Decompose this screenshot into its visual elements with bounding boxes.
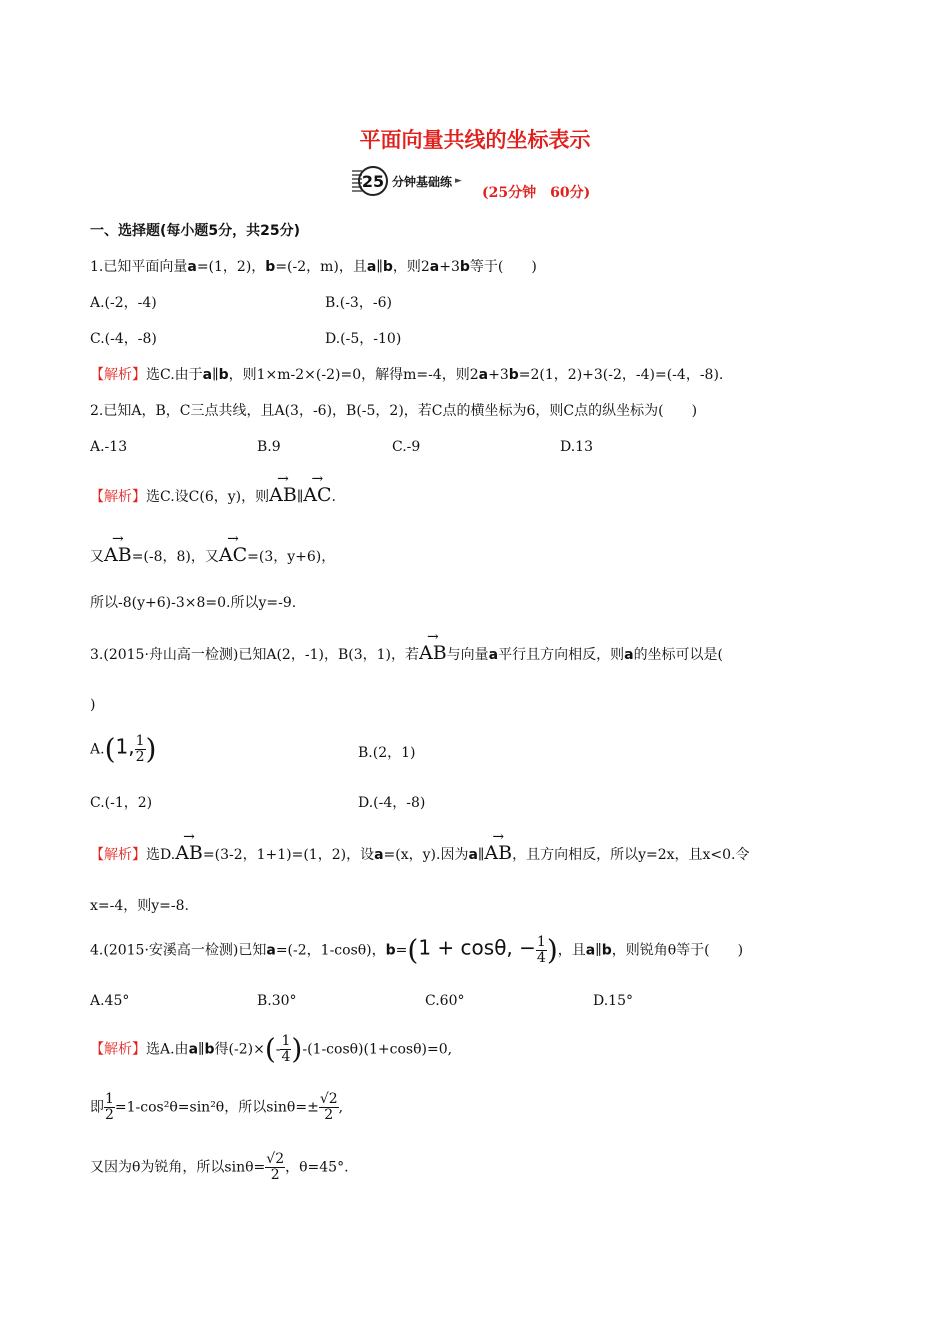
question-3-stem: 3.(2015·舟山高一检测)已知A(2，-1)，B(3，1)，若 → AB与向量a平行且方向相反，则a的坐标可以是( xyxy=(90,629,724,664)
question-3-option-c: C.(-1，2) xyxy=(90,795,153,811)
time-badge xyxy=(352,166,462,196)
analysis-tag: 【解析】 xyxy=(90,847,146,863)
question-2-stem: 2.已知A，B，C三点共线，且A(3，-6)，B(-5，2)，若C点的横坐标为6，则C点的纵坐标为( ) xyxy=(90,403,698,419)
badge-number: 25 xyxy=(358,166,388,196)
analysis-tag: 【解析】 xyxy=(90,489,146,505)
vector-ab: → AB xyxy=(269,471,297,506)
question-2-option-b: B.9 xyxy=(257,439,281,455)
question-2-option-d: D.13 xyxy=(560,439,593,455)
question-1-option-b: B.(-3，-6) xyxy=(325,295,392,311)
question-2-analysis-line-1: 【解析】选C.设C(6，y)，则 → AB∥ → AC. xyxy=(90,471,336,506)
question-3-option-d: D.(-4，-8) xyxy=(358,795,426,811)
vector-ab: → AB xyxy=(484,829,513,864)
question-1-option-c: C.(-4，-8) xyxy=(90,331,157,347)
question-4-option-d: D.15° xyxy=(593,993,633,1009)
question-2-option-a: A.-13 xyxy=(90,439,128,455)
question-4-stem: 4.(2015·安溪高一检测)已知a=(-2，1-cosθ)，b=(1 + cosθ, − $\frac{1}{4}$ )，且a∥b，则锐角θ等于( ) xyxy=(90,933,744,967)
time-score: (25分钟 60分) xyxy=(482,185,591,201)
question-2-option-c: C.-9 xyxy=(392,439,421,455)
badge-label: 分钟基础练 xyxy=(392,174,453,189)
vector-ac: → AC xyxy=(218,531,248,566)
page-title: 平面向量共线的坐标表示 xyxy=(359,128,591,152)
question-1-option-d: D.(-5，-10) xyxy=(325,331,402,347)
question-4-option-b: B.30° xyxy=(257,993,297,1009)
vector-ab: → AB xyxy=(104,531,132,566)
vector-ac: → AC xyxy=(303,471,332,506)
vector-ab: → AB xyxy=(418,629,447,664)
analysis-tag: 【解析】 xyxy=(90,1041,146,1058)
question-1-option-a: A.(-2，-4) xyxy=(90,295,157,311)
vector-ab: → AB xyxy=(175,829,203,864)
question-3-stem-cont: ) xyxy=(90,697,96,713)
question-2-analysis-line-3: 所以-8(y+6)-3×8=0.所以y=-9. xyxy=(90,595,297,611)
question-4-option-c: C.60° xyxy=(425,993,465,1009)
play-icon: ► xyxy=(455,176,462,186)
question-3-analysis-line-1: 【解析】选D. → AB=(3-2，1+1)=(1，2)，设a=(x，y).因为a∥ → AB，且方向相反，所以y=2x，且x<0.令 xyxy=(90,829,750,864)
question-4-analysis-line-1: 【解析】选A.由a∥b得(-2)×(- $\frac{1}{4}$ )-(1-cosθ)(1+cosθ)=0, xyxy=(90,1032,453,1066)
section-heading: 一、选择题(每小题5分，共25分) xyxy=(90,223,301,239)
analysis-tag: 【解析】 xyxy=(90,367,146,383)
question-3-option-b: B.(2，1) xyxy=(358,745,416,761)
question-2-analysis-line-2: 又 → AB=(-8，8)，又 → AC=(3，y+6)， xyxy=(90,531,336,566)
question-4-option-a: A.45° xyxy=(90,993,130,1009)
question-4-analysis-line-3: 又因为θ为锐角，所以sinθ= $\frac{√2}{2}$ ，θ=45°. xyxy=(90,1151,349,1183)
question-1-analysis: 【解析】选C.由于a∥b，则1×m-2×(-2)=0，解得m=-4，则2a+3b=2(1，2)+3(-2，-4)=(-4，-8). xyxy=(90,367,724,383)
question-3-option-a: A.(1, $\frac{1}{2}$ ) xyxy=(90,732,157,766)
question-4-analysis-line-2: 即 $\frac{1}{2}$ =1-cos²θ=sin²θ，所以sinθ=± $\frac{√2}{2}$ , xyxy=(90,1091,344,1123)
question-3-analysis-line-2: x=-4，则y=-8. xyxy=(90,898,189,914)
question-1-stem: 1.已知平面向量a=(1，2)，b=(-2，m)，且a∥b，则2a+3b等于( ) xyxy=(90,259,537,275)
